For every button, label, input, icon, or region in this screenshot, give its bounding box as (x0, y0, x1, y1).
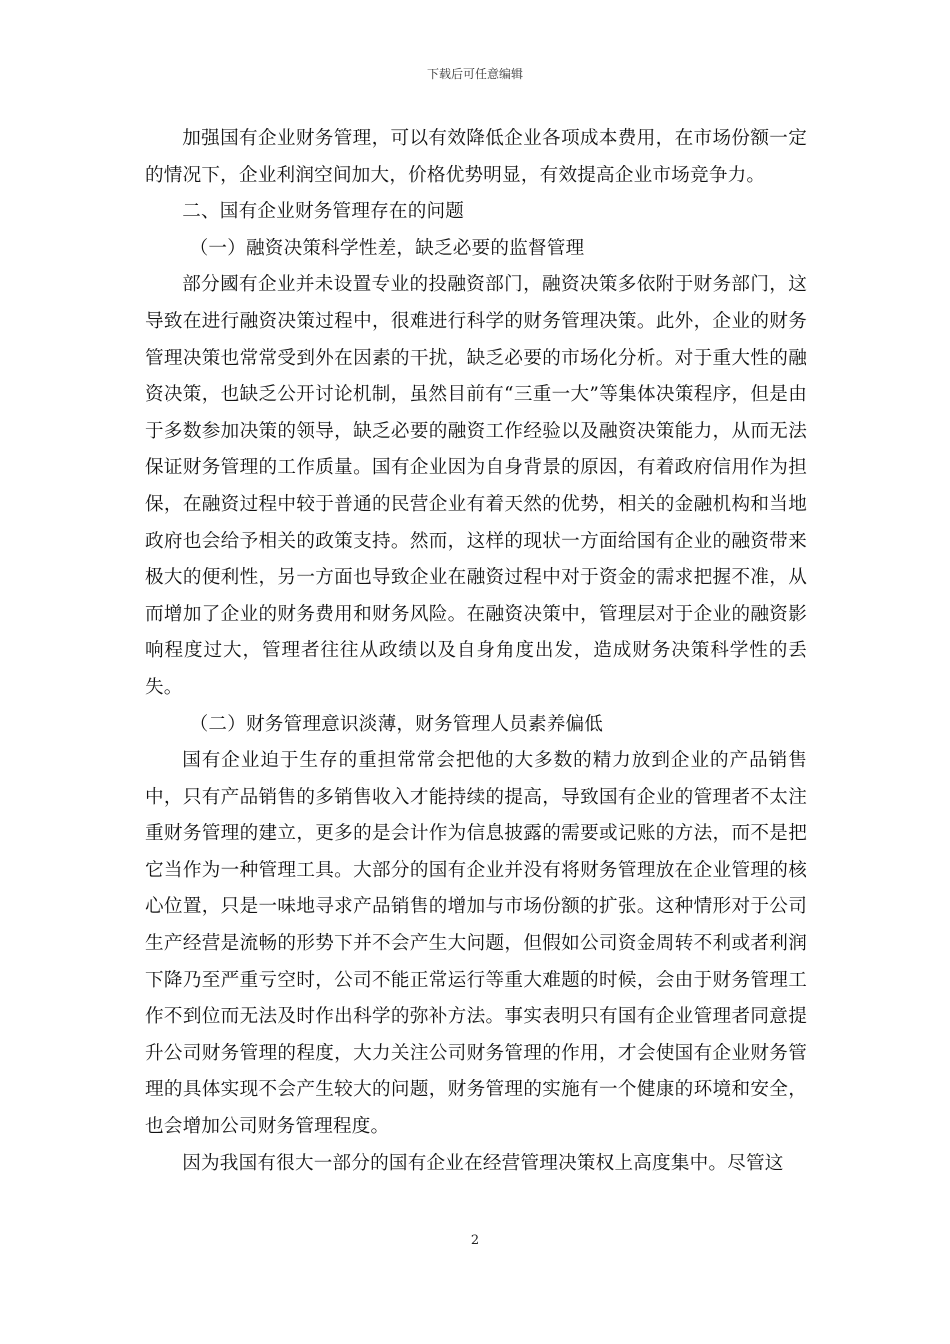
subsection-heading: （一）融资决策科学性差，缺乏必要的监督管理 (189, 237, 585, 259)
subsection-heading: （二）财务管理意识淡薄，财务管理人员素养偏低 (189, 713, 604, 735)
paragraph: 因为我国有很大一部分的国有企业在经营管理决策权上高度集中。尽管这 (182, 1152, 784, 1174)
page-number: 2 (470, 1233, 480, 1248)
section-heading: 二、国有企业财务管理存在的问题 (182, 201, 465, 223)
paragraph: 国有企业迫于生存的重担常常会把他的大多数的精力放到企业的产品销售中，只有产品销售的多销售收入才能持续的提高，导致国有企业的管理者不太注重财务管理的建立，更多的是会计作为信息披露的需要或记账的方法，而不是把它当作为一种管理工具。大部分的国有企业并没有将财务管理放在企业管理的核心位置，只是一味地寻求产品销售的增加与市场份额的扩张。这种情形对于公司生产经营是流畅的形势下并不会产生大问题，但假如公司资金周转不利或者利润下降乃至严重亏空时，公司不能正常运行等重大难题的时候，会由于财务管理工作不到位而无法及时作出科学的弥补方法。事实表明只有国有企业管理者同意提升公司财务管理的程度，大力关注公司财务管理的作用，才会使国有企业财务管理的具体实现不会产生较大的问题，财务管理的实施有一个健康的环境和安全，也会增加公司财务管理程度。 (145, 750, 807, 1138)
document-body (145, 121, 807, 1182)
paragraph: 部分國有企业并未设置专业的投融资部门，融资决策多依附于财务部门，这导致在进行融资决策过程中，很难进行科学的财务管理决策。此外，企业的财务管理决策也常常受到外在因素的干扰，缺乏必要的市场化分析。对于重大性的融资决策，也缺乏公开讨论机制，虽然目前有“三重一大”等集体决策程序，但是由于多数参加决策的领导，缺乏必要的融资工作经验以及融资决策能力，从而无法保证财务管理的工作质量。国有企业因为自身背景的原因，有着政府信用作为担保，在融资过程中较于普通的民营企业有着天然的优势，相关的金融机构和当地政府也会给予相关的政策支持。然而，这样的现状一方面给国有企业的融资带来极大的便利性，另一方面也导致企业在融资过程中对于资金的需求把握不准，从而增加了企业的财务费用和财务风险。在融资决策中，管理层对于企业的融资影响程度过大，管理者往往从政绩以及自身角度出发，造成财务决策科学性的丢失。 (145, 274, 807, 698)
paragraph: 加强国有企业财务管理，可以有效降低企业各项成本费用，在市场份额一定的情况下，企业利润空间加大，价格优势明显，有效提高企业市场竞争力。 (145, 128, 807, 186)
page-header: 下载后可任意编辑 (426, 67, 523, 81)
